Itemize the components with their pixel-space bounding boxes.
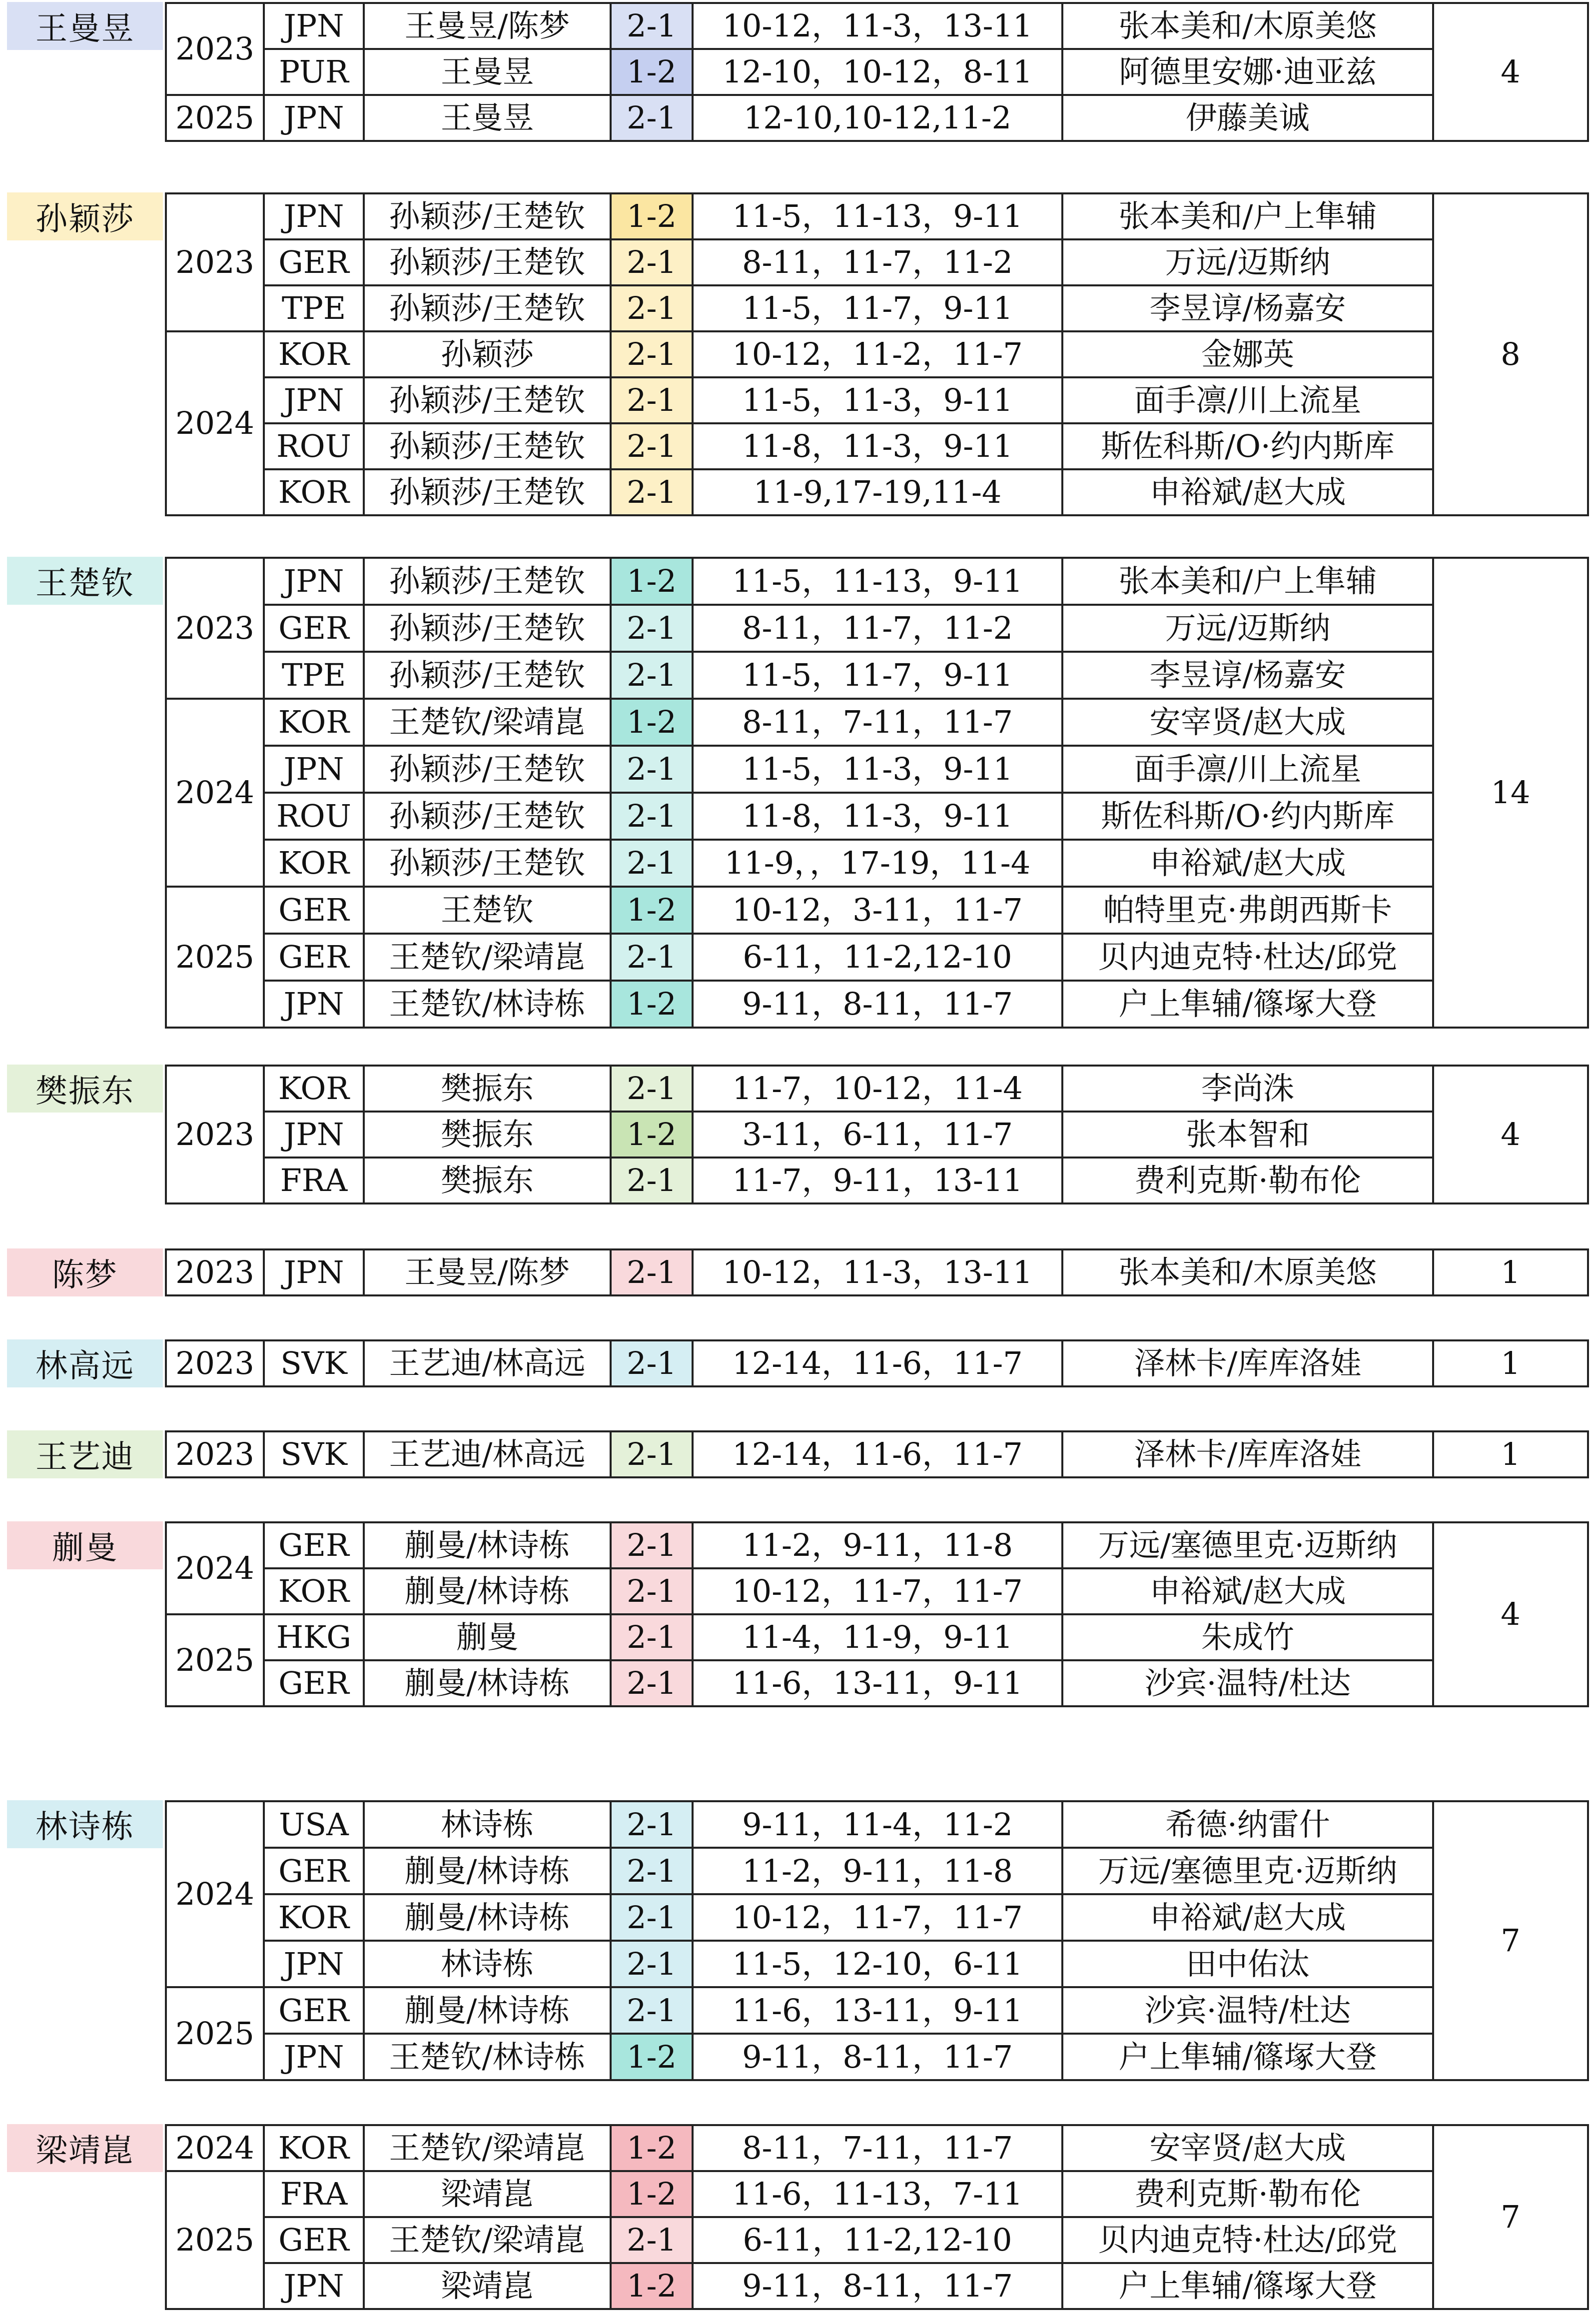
table-row xyxy=(166,1431,1588,1477)
table-row xyxy=(166,793,1588,840)
year-cell: 2025 xyxy=(166,2171,264,2309)
score-cell: 2-1 xyxy=(611,423,693,469)
total-count-cell: 8 xyxy=(1433,193,1588,515)
game-scores-cell: 11-5，12-10，6-11 xyxy=(693,1941,1062,1987)
score-cell: 1-2 xyxy=(611,558,693,605)
opponent-cell: 沙宾·温特/杜达 xyxy=(1062,1660,1433,1706)
table-row xyxy=(166,2034,1588,2080)
game-scores-cell: 11-4，11-9，9-11 xyxy=(693,1614,1062,1660)
player-results-table xyxy=(165,1430,1589,1478)
team-cell: 樊振东 xyxy=(364,1158,611,1203)
table-row xyxy=(166,1987,1588,2034)
game-scores-cell: 10-12，11-7，11-7 xyxy=(693,1894,1062,1941)
player-name-label: 林诗栋 xyxy=(7,1800,163,1848)
team-cell: 孙颖莎/王楚钦 xyxy=(364,469,611,515)
table-row xyxy=(166,1522,1588,1568)
player-results-table xyxy=(165,192,1589,516)
team-cell: 王楚钦/林诗栋 xyxy=(364,2034,611,2080)
game-scores-cell: 11-7，9-11，13-11 xyxy=(693,1158,1062,1203)
team-cell: 孙颖莎/王楚钦 xyxy=(364,239,611,285)
player-section xyxy=(0,1521,1595,1709)
game-scores-cell: 9-11，8-11，11-7 xyxy=(693,2263,1062,2309)
country-cell: GER xyxy=(264,887,364,934)
score-cell: 1-2 xyxy=(611,2263,693,2309)
score-cell: 2-1 xyxy=(611,2217,693,2263)
table-row xyxy=(166,558,1588,605)
year-cell: 2023 xyxy=(166,3,264,95)
table-row xyxy=(166,1158,1588,1203)
team-cell: 梁靖崑 xyxy=(364,2171,611,2217)
opponent-cell: 金娜英 xyxy=(1062,331,1433,377)
country-cell: JPN xyxy=(264,1941,364,1987)
year-cell: 2024 xyxy=(166,699,264,887)
score-cell: 2-1 xyxy=(611,840,693,887)
country-cell: FRA xyxy=(264,1158,364,1203)
country-cell: JPN xyxy=(264,95,364,141)
score-cell: 2-1 xyxy=(611,1987,693,2034)
opponent-cell: 李尚洙 xyxy=(1062,1066,1433,1112)
player-section xyxy=(0,1339,1595,1389)
opponent-cell: 面手凛/川上流星 xyxy=(1062,746,1433,793)
team-cell: 王曼昱/陈梦 xyxy=(364,3,611,49)
table-row xyxy=(166,1941,1588,1987)
game-scores-cell: 11-8，11-3，9-11 xyxy=(693,423,1062,469)
country-cell: KOR xyxy=(264,1568,364,1614)
table-row xyxy=(166,2217,1588,2263)
game-scores-cell: 11-5，11-13，9-11 xyxy=(693,558,1062,605)
team-cell: 蒯曼/林诗栋 xyxy=(364,1522,611,1568)
score-cell: 1-2 xyxy=(611,981,693,1028)
score-cell: 2-1 xyxy=(611,1894,693,1941)
game-scores-cell: 6-11，11-2,12-10 xyxy=(693,934,1062,981)
year-cell: 2025 xyxy=(166,1987,264,2080)
opponent-cell: 万远/塞德里克·迈斯纳 xyxy=(1062,1848,1433,1894)
team-cell: 孙颖莎/王楚钦 xyxy=(364,746,611,793)
table-row xyxy=(166,1801,1588,1848)
opponent-cell: 申裕斌/赵大成 xyxy=(1062,840,1433,887)
opponent-cell: 李昱谆/杨嘉安 xyxy=(1062,285,1433,331)
team-cell: 孙颖莎/王楚钦 xyxy=(364,193,611,239)
table-row xyxy=(166,1660,1588,1706)
opponent-cell: 申裕斌/赵大成 xyxy=(1062,469,1433,515)
country-cell: GER xyxy=(264,1987,364,2034)
team-cell: 王楚钦 xyxy=(364,887,611,934)
score-cell: 2-1 xyxy=(611,1066,693,1112)
team-cell: 林诗栋 xyxy=(364,1801,611,1848)
year-cell: 2025 xyxy=(166,95,264,141)
team-cell: 孙颖莎/王楚钦 xyxy=(364,793,611,840)
country-cell: KOR xyxy=(264,2125,364,2171)
year-cell: 2025 xyxy=(166,1614,264,1706)
team-cell: 孙颖莎/王楚钦 xyxy=(364,377,611,423)
table-row xyxy=(166,1249,1588,1295)
opponent-cell: 斯佐科斯/O·约内斯库 xyxy=(1062,423,1433,469)
player-results-table xyxy=(165,1065,1589,1204)
game-scores-cell: 10-12，11-2，11-7 xyxy=(693,331,1062,377)
country-cell: JPN xyxy=(264,746,364,793)
total-count-cell: 4 xyxy=(1433,1522,1588,1706)
game-scores-cell: 11-6，11-13，7-11 xyxy=(693,2171,1062,2217)
score-cell: 2-1 xyxy=(611,1660,693,1706)
player-results-table xyxy=(165,2,1589,142)
country-cell: KOR xyxy=(264,331,364,377)
opponent-cell: 万远/迈斯纳 xyxy=(1062,239,1433,285)
opponent-cell: 面手凛/川上流星 xyxy=(1062,377,1433,423)
score-cell: 1-2 xyxy=(611,2171,693,2217)
total-count-cell: 1 xyxy=(1433,1249,1588,1295)
opponent-cell: 伊藤美诚 xyxy=(1062,95,1433,141)
table-row xyxy=(166,699,1588,746)
score-cell: 1-2 xyxy=(611,699,693,746)
player-results-table xyxy=(165,1800,1589,2081)
team-cell: 王楚钦/梁靖崑 xyxy=(364,2217,611,2263)
year-cell: 2023 xyxy=(166,1066,264,1203)
team-cell: 蒯曼/林诗栋 xyxy=(364,1660,611,1706)
game-scores-cell: 9-11，8-11，11-7 xyxy=(693,2034,1062,2080)
score-cell: 2-1 xyxy=(611,1848,693,1894)
country-cell: GER xyxy=(264,1848,364,1894)
team-cell: 蒯曼/林诗栋 xyxy=(364,1987,611,2034)
game-scores-cell: 9-11，8-11，11-7 xyxy=(693,981,1062,1028)
score-cell: 2-1 xyxy=(611,239,693,285)
table-row xyxy=(166,1066,1588,1112)
player-section xyxy=(0,557,1595,1031)
player-name-label: 王曼昱 xyxy=(7,2,163,50)
score-cell: 1-2 xyxy=(611,2125,693,2171)
game-scores-cell: 11-9,17-19,11-4 xyxy=(693,469,1062,515)
country-cell: GER xyxy=(264,2217,364,2263)
game-scores-cell: 10-12，11-7，11-7 xyxy=(693,1568,1062,1614)
opponent-cell: 张本智和 xyxy=(1062,1112,1433,1158)
table-row xyxy=(166,95,1588,141)
table-row xyxy=(166,49,1588,95)
score-cell: 1-2 xyxy=(611,2034,693,2080)
country-cell: JPN xyxy=(264,558,364,605)
table-row xyxy=(166,469,1588,515)
opponent-cell: 斯佐科斯/O·约内斯库 xyxy=(1062,793,1433,840)
player-name-label: 陈梦 xyxy=(7,1248,163,1296)
country-cell: SVK xyxy=(264,1431,364,1477)
player-section xyxy=(0,2124,1595,2312)
table-row xyxy=(166,2263,1588,2309)
year-cell: 2023 xyxy=(166,193,264,331)
country-cell: ROU xyxy=(264,793,364,840)
team-cell: 王楚钦/梁靖崑 xyxy=(364,934,611,981)
game-scores-cell: 8-11，11-7，11-2 xyxy=(693,605,1062,652)
team-cell: 孙颖莎/王楚钦 xyxy=(364,285,611,331)
opponent-cell: 泽林卡/库库洛娃 xyxy=(1062,1340,1433,1386)
player-results-table xyxy=(165,557,1589,1029)
player-section xyxy=(0,192,1595,518)
game-scores-cell: 12-10，10-12，8-11 xyxy=(693,49,1062,95)
year-cell: 2024 xyxy=(166,331,264,515)
score-cell: 2-1 xyxy=(611,1568,693,1614)
team-cell: 孙颖莎 xyxy=(364,331,611,377)
score-cell: 2-1 xyxy=(611,1158,693,1203)
total-count-cell: 1 xyxy=(1433,1431,1588,1477)
player-results-table xyxy=(165,1339,1589,1387)
game-scores-cell: 11-2，9-11，11-8 xyxy=(693,1848,1062,1894)
year-cell: 2024 xyxy=(166,1522,264,1614)
table-row xyxy=(166,3,1588,49)
score-cell: 2-1 xyxy=(611,1801,693,1848)
player-name-label: 王艺迪 xyxy=(7,1430,163,1478)
opponent-cell: 张本美和/木原美悠 xyxy=(1062,3,1433,49)
score-cell: 2-1 xyxy=(611,285,693,331)
total-count-cell: 7 xyxy=(1433,2125,1588,2309)
game-scores-cell: 9-11，11-4，11-2 xyxy=(693,1801,1062,1848)
score-cell: 2-1 xyxy=(611,793,693,840)
score-cell: 1-2 xyxy=(611,49,693,95)
total-count-cell: 4 xyxy=(1433,3,1588,141)
score-cell: 2-1 xyxy=(611,377,693,423)
total-count-cell: 7 xyxy=(1433,1801,1588,2080)
team-cell: 王楚钦/梁靖崑 xyxy=(364,699,611,746)
country-cell: GER xyxy=(264,605,364,652)
game-scores-cell: 11-5，11-7，9-11 xyxy=(693,285,1062,331)
game-scores-cell: 8-11，7-11，11-7 xyxy=(693,699,1062,746)
table-row xyxy=(166,2171,1588,2217)
score-cell: 2-1 xyxy=(611,331,693,377)
table-row xyxy=(166,285,1588,331)
game-scores-cell: 11-6，13-11，9-11 xyxy=(693,1660,1062,1706)
team-cell: 梁靖崑 xyxy=(364,2263,611,2309)
country-cell: GER xyxy=(264,934,364,981)
opponent-cell: 张本美和/木原美悠 xyxy=(1062,1249,1433,1295)
country-cell: JPN xyxy=(264,193,364,239)
year-cell: 2025 xyxy=(166,887,264,1028)
country-cell: KOR xyxy=(264,1066,364,1112)
country-cell: KOR xyxy=(264,1894,364,1941)
opponent-cell: 朱成竹 xyxy=(1062,1614,1433,1660)
team-cell: 王曼昱 xyxy=(364,95,611,141)
country-cell: JPN xyxy=(264,2263,364,2309)
player-name-label: 樊振东 xyxy=(7,1065,163,1113)
team-cell: 樊振东 xyxy=(364,1066,611,1112)
player-results-table xyxy=(165,1248,1589,1296)
team-cell: 孙颖莎/王楚钦 xyxy=(364,840,611,887)
opponent-cell: 贝内迪克特·杜达/邱党 xyxy=(1062,2217,1433,2263)
game-scores-cell: 6-11，11-2,12-10 xyxy=(693,2217,1062,2263)
opponent-cell: 户上隼辅/篠塚大登 xyxy=(1062,2034,1433,2080)
opponent-cell: 费利克斯·勒布伦 xyxy=(1062,1158,1433,1203)
score-cell: 2-1 xyxy=(611,746,693,793)
score-cell: 1-2 xyxy=(611,1112,693,1158)
game-scores-cell: 12-14，11-6，11-7 xyxy=(693,1431,1062,1477)
player-section xyxy=(0,2,1595,144)
year-cell: 2024 xyxy=(166,2125,264,2171)
player-name-label: 梁靖崑 xyxy=(7,2124,163,2172)
country-cell: SVK xyxy=(264,1340,364,1386)
country-cell: KOR xyxy=(264,699,364,746)
team-cell: 孙颖莎/王楚钦 xyxy=(364,605,611,652)
table-row xyxy=(166,1112,1588,1158)
table-row xyxy=(166,1614,1588,1660)
score-cell: 2-1 xyxy=(611,1941,693,1987)
score-cell: 1-2 xyxy=(611,887,693,934)
team-cell: 王曼昱/陈梦 xyxy=(364,1249,611,1295)
table-row xyxy=(166,652,1588,699)
year-cell: 2024 xyxy=(166,1801,264,1987)
country-cell: JPN xyxy=(264,1249,364,1295)
opponent-cell: 户上隼辅/篠塚大登 xyxy=(1062,981,1433,1028)
opponent-cell: 希德·纳雷什 xyxy=(1062,1801,1433,1848)
table-row xyxy=(166,377,1588,423)
team-cell: 蒯曼/林诗栋 xyxy=(364,1894,611,1941)
game-scores-cell: 11-7，10-12，11-4 xyxy=(693,1066,1062,1112)
player-section xyxy=(0,1800,1595,2083)
game-scores-cell: 3-11，6-11，11-7 xyxy=(693,1112,1062,1158)
game-scores-cell: 11-5，11-7，9-11 xyxy=(693,652,1062,699)
game-scores-cell: 11-2，9-11，11-8 xyxy=(693,1522,1062,1568)
table-row xyxy=(166,934,1588,981)
opponent-cell: 泽林卡/库库洛娃 xyxy=(1062,1431,1433,1477)
table-row xyxy=(166,605,1588,652)
country-cell: TPE xyxy=(264,285,364,331)
opponent-cell: 户上隼辅/篠塚大登 xyxy=(1062,2263,1433,2309)
table-row xyxy=(166,1848,1588,1894)
country-cell: JPN xyxy=(264,377,364,423)
team-cell: 王楚钦/梁靖崑 xyxy=(364,2125,611,2171)
game-scores-cell: 11-5，11-13，9-11 xyxy=(693,193,1062,239)
game-scores-cell: 11-5，11-3，9-11 xyxy=(693,377,1062,423)
country-cell: FRA xyxy=(264,2171,364,2217)
team-cell: 王楚钦/林诗栋 xyxy=(364,981,611,1028)
game-scores-cell: 11-8，11-3，9-11 xyxy=(693,793,1062,840)
player-results-table xyxy=(165,1521,1589,1707)
table-row xyxy=(166,1568,1588,1614)
opponent-cell: 申裕斌/赵大成 xyxy=(1062,1894,1433,1941)
opponent-cell: 万远/塞德里克·迈斯纳 xyxy=(1062,1522,1433,1568)
score-cell: 2-1 xyxy=(611,934,693,981)
country-cell: JPN xyxy=(264,1112,364,1158)
table-row xyxy=(166,239,1588,285)
score-cell: 2-1 xyxy=(611,652,693,699)
score-cell: 2-1 xyxy=(611,3,693,49)
opponent-cell: 安宰贤/赵大成 xyxy=(1062,699,1433,746)
total-count-cell: 1 xyxy=(1433,1340,1588,1386)
team-cell: 林诗栋 xyxy=(364,1941,611,1987)
opponent-cell: 贝内迪克特·杜达/邱党 xyxy=(1062,934,1433,981)
score-cell: 2-1 xyxy=(611,1249,693,1295)
score-cell: 2-1 xyxy=(611,1431,693,1477)
country-cell: JPN xyxy=(264,981,364,1028)
game-scores-cell: 12-14，11-6，11-7 xyxy=(693,1340,1062,1386)
country-cell: GER xyxy=(264,1522,364,1568)
score-cell: 1-2 xyxy=(611,193,693,239)
country-cell: JPN xyxy=(264,2034,364,2080)
opponent-cell: 申裕斌/赵大成 xyxy=(1062,1568,1433,1614)
team-cell: 蒯曼/林诗栋 xyxy=(364,1848,611,1894)
opponent-cell: 田中佑汰 xyxy=(1062,1941,1433,1987)
opponent-cell: 万远/迈斯纳 xyxy=(1062,605,1433,652)
table-row xyxy=(166,423,1588,469)
year-cell: 2023 xyxy=(166,1249,264,1295)
opponent-cell: 李昱谆/杨嘉安 xyxy=(1062,652,1433,699)
player-name-label: 王楚钦 xyxy=(7,557,163,605)
country-cell: GER xyxy=(264,239,364,285)
country-cell: KOR xyxy=(264,840,364,887)
team-cell: 蒯曼/林诗栋 xyxy=(364,1568,611,1614)
game-scores-cell: 12-10,10-12,11-2 xyxy=(693,95,1062,141)
opponent-cell: 费利克斯·勒布伦 xyxy=(1062,2171,1433,2217)
player-name-label: 蒯曼 xyxy=(7,1521,163,1569)
player-section xyxy=(0,1248,1595,1298)
table-row xyxy=(166,887,1588,934)
country-cell: ROU xyxy=(264,423,364,469)
game-scores-cell: 10-12，11-3，13-11 xyxy=(693,3,1062,49)
team-cell: 孙颖莎/王楚钦 xyxy=(364,558,611,605)
game-scores-cell: 10-12，11-3，13-11 xyxy=(693,1249,1062,1295)
player-name-label: 孙颖莎 xyxy=(7,192,163,240)
player-section xyxy=(0,1065,1595,1206)
player-name-label: 林高远 xyxy=(7,1339,163,1387)
country-cell: TPE xyxy=(264,652,364,699)
score-cell: 2-1 xyxy=(611,605,693,652)
country-cell: JPN xyxy=(264,3,364,49)
team-cell: 王曼昱 xyxy=(364,49,611,95)
opponent-cell: 沙宾·温特/杜达 xyxy=(1062,1987,1433,2034)
total-count-cell: 14 xyxy=(1433,558,1588,1028)
opponent-cell: 帕特里克·弗朗西斯卡 xyxy=(1062,887,1433,934)
year-cell: 2023 xyxy=(166,1340,264,1386)
team-cell: 孙颖莎/王楚钦 xyxy=(364,423,611,469)
score-cell: 2-1 xyxy=(611,1522,693,1568)
team-cell: 王艺迪/林高远 xyxy=(364,1431,611,1477)
score-cell: 2-1 xyxy=(611,469,693,515)
team-cell: 蒯曼 xyxy=(364,1614,611,1660)
team-cell: 王艺迪/林高远 xyxy=(364,1340,611,1386)
game-scores-cell: 10-12，3-11，11-7 xyxy=(693,887,1062,934)
score-cell: 2-1 xyxy=(611,95,693,141)
table-row xyxy=(166,1894,1588,1941)
game-scores-cell: 11-6，13-11，9-11 xyxy=(693,1987,1062,2034)
total-count-cell: 4 xyxy=(1433,1066,1588,1203)
player-section xyxy=(0,1430,1595,1480)
player-results-table xyxy=(165,2124,1589,2310)
table-row xyxy=(166,1340,1588,1386)
game-scores-cell: 11-9，，17-19，11-4 xyxy=(693,840,1062,887)
opponent-cell: 阿德里安娜·迪亚兹 xyxy=(1062,49,1433,95)
year-cell: 2023 xyxy=(166,1431,264,1477)
table-row xyxy=(166,193,1588,239)
team-cell: 樊振东 xyxy=(364,1112,611,1158)
year-cell: 2023 xyxy=(166,558,264,699)
table-row xyxy=(166,746,1588,793)
opponent-cell: 安宰贤/赵大成 xyxy=(1062,2125,1433,2171)
country-cell: USA xyxy=(264,1801,364,1848)
game-scores-cell: 8-11，11-7，11-2 xyxy=(693,239,1062,285)
opponent-cell: 张本美和/户上隼辅 xyxy=(1062,558,1433,605)
opponent-cell: 张本美和/户上隼辅 xyxy=(1062,193,1433,239)
score-cell: 2-1 xyxy=(611,1340,693,1386)
table-row xyxy=(166,981,1588,1028)
country-cell: KOR xyxy=(264,469,364,515)
table-row xyxy=(166,840,1588,887)
game-scores-cell: 11-5，11-3，9-11 xyxy=(693,746,1062,793)
country-cell: PUR xyxy=(264,49,364,95)
country-cell: GER xyxy=(264,1660,364,1706)
table-row xyxy=(166,2125,1588,2171)
country-cell: HKG xyxy=(264,1614,364,1660)
team-cell: 孙颖莎/王楚钦 xyxy=(364,652,611,699)
score-cell: 2-1 xyxy=(611,1614,693,1660)
game-scores-cell: 8-11，7-11，11-7 xyxy=(693,2125,1062,2171)
table-row xyxy=(166,331,1588,377)
